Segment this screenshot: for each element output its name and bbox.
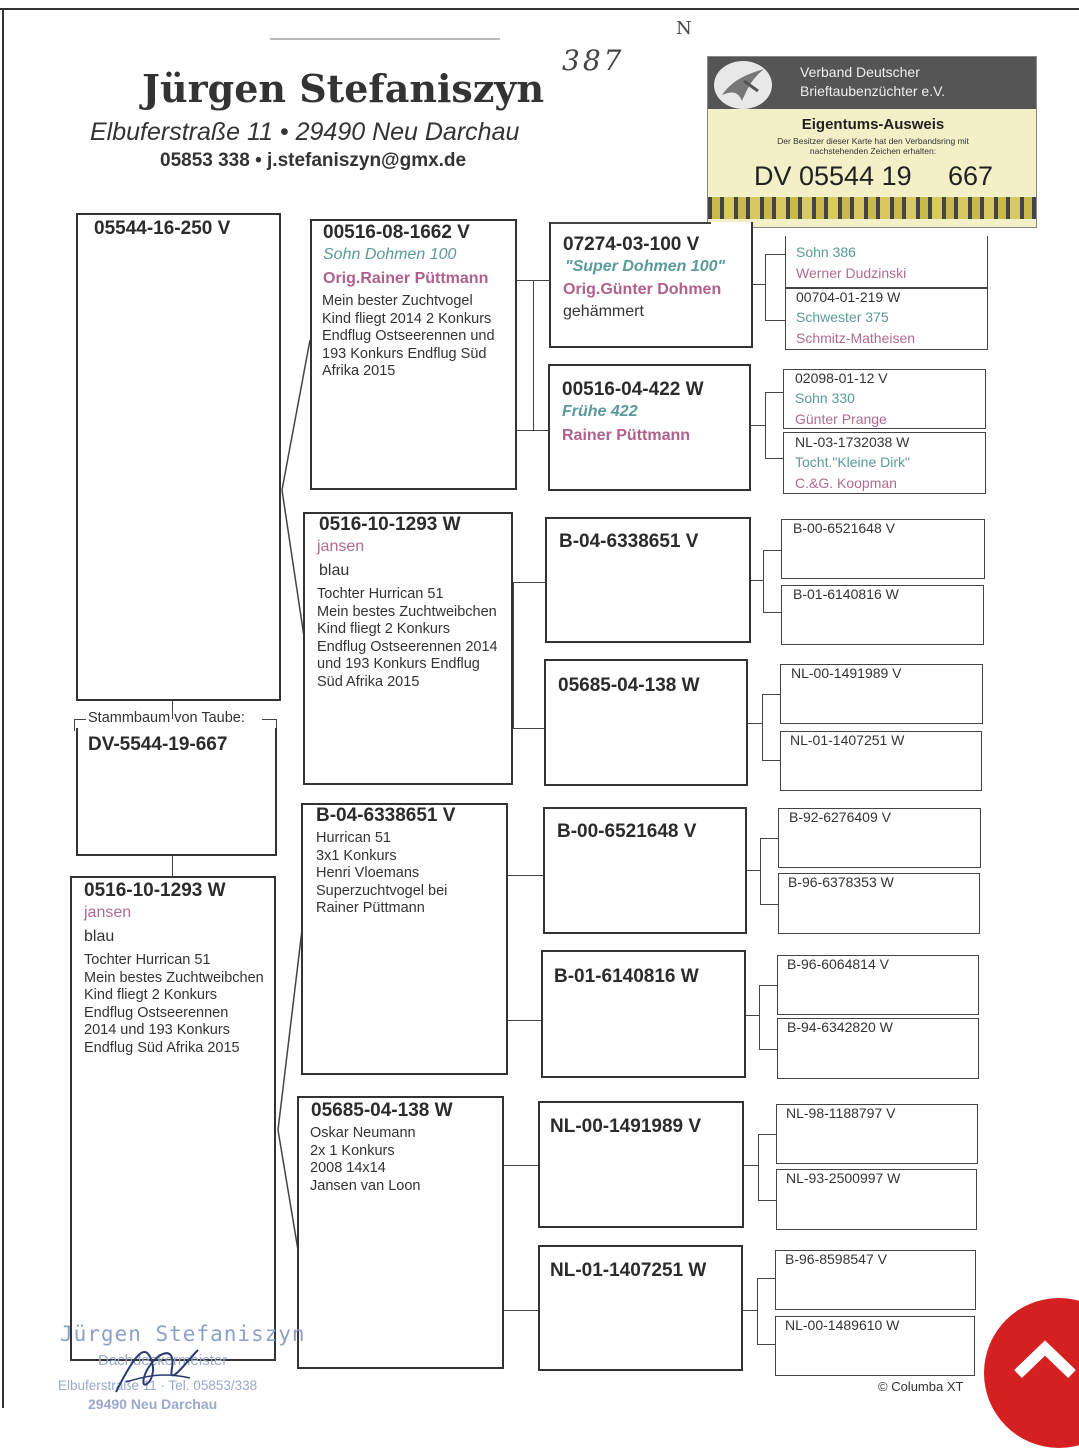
gen2-notes: Oskar Neumann 2x 1 Konkurs 2008 14x14 Jansen van Loon bbox=[310, 1125, 421, 1194]
gen3-box-8 bbox=[538, 1245, 743, 1371]
connector bbox=[751, 580, 763, 581]
gen2-line: jansen bbox=[317, 538, 365, 555]
gen3-origin: Rainer Püttmann bbox=[562, 427, 691, 444]
gen2-ring: 00516-08-1662 V bbox=[323, 222, 470, 243]
sire-box bbox=[76, 213, 281, 701]
connector bbox=[762, 694, 780, 695]
gen4-ring: 00704-01-219 W bbox=[796, 289, 901, 305]
gen4-box-7 bbox=[780, 664, 983, 724]
gen2-notes: Mein bester Zuchtvogel Kind fliegt 2014 2 Konkurs Endflug Ostseerennen und 193 Konkurs Endflug Süd Afrika 2015 bbox=[322, 293, 495, 379]
gen4-box-14 bbox=[776, 1169, 977, 1230]
connector bbox=[533, 280, 534, 430]
connector bbox=[762, 694, 763, 760]
connector bbox=[753, 284, 765, 285]
gen4-box-4 bbox=[783, 432, 986, 494]
card-title: Eigentums-Ausweis bbox=[801, 116, 945, 133]
footer-credit: © Columba XT bbox=[878, 1379, 964, 1394]
gen3-notes: gehämmert bbox=[563, 303, 644, 320]
connector bbox=[751, 425, 765, 426]
gen4-box-8 bbox=[780, 731, 982, 791]
ownership-card bbox=[707, 56, 1037, 228]
connector bbox=[517, 430, 533, 431]
gen3-ring: NL-01-1407251 W bbox=[550, 1260, 707, 1281]
gen3-box-1 bbox=[549, 222, 753, 348]
gen3-name: Frühe 422 bbox=[562, 403, 638, 420]
gen2-box-3 bbox=[301, 803, 508, 1075]
gen4-box-5 bbox=[781, 519, 985, 579]
gen4-line2: Werner Dudzinski bbox=[796, 265, 907, 281]
gen4-box-10 bbox=[778, 873, 980, 934]
connector bbox=[765, 254, 785, 255]
gen4-ring: NL-98-1188797 V bbox=[786, 1105, 896, 1121]
gen3-ring: 05685-04-138 W bbox=[558, 675, 700, 696]
gen3-ring: B-04-6338651 V bbox=[559, 531, 699, 552]
gen4-ring: B-96-8598547 V bbox=[785, 1251, 887, 1267]
connector bbox=[747, 870, 760, 871]
connector bbox=[758, 1134, 759, 1200]
gen4-box-3 bbox=[783, 369, 986, 429]
connector bbox=[533, 280, 549, 281]
gen4-box-11 bbox=[777, 955, 979, 1015]
gen4-box-12 bbox=[777, 1018, 979, 1079]
gen3-box-7 bbox=[538, 1101, 744, 1228]
stamp-city: 29490 Neu Darchau bbox=[88, 1396, 218, 1412]
pigeon-box bbox=[76, 728, 277, 856]
connector bbox=[513, 582, 514, 728]
gen4-line2: Schmitz-Matheisen bbox=[796, 330, 916, 346]
connector bbox=[762, 760, 780, 761]
gen4-ring: B-00-6521648 V bbox=[793, 520, 895, 536]
gen2-color: blau bbox=[319, 562, 350, 579]
gen2-ring: B-04-6338651 V bbox=[316, 805, 456, 826]
connector bbox=[172, 856, 173, 876]
stamp-address: Elbuferstraße 11 · Tel. 05853/338 bbox=[58, 1378, 258, 1393]
connector bbox=[760, 904, 778, 905]
gen2-name: Sohn Dohmen 100 bbox=[323, 246, 457, 263]
gen4-line2: Günter Prange bbox=[795, 411, 887, 427]
gen3-ring: B-01-6140816 W bbox=[554, 966, 699, 987]
connector bbox=[757, 1278, 758, 1344]
connector bbox=[757, 1278, 775, 1279]
gen4-ring: B-96-6064814 V bbox=[787, 956, 889, 972]
gen4-line1: Tocht."Kleine Dirk" bbox=[795, 454, 910, 470]
dam-color: blau bbox=[84, 928, 115, 945]
gen3-origin: Orig.Günter Dohmen bbox=[563, 281, 722, 298]
connector bbox=[748, 723, 762, 724]
pedigree-caption: Stammbaum von Taube: bbox=[88, 710, 245, 726]
gen4-ring: NL-93-2500997 W bbox=[786, 1170, 901, 1186]
gen4-box-2 bbox=[785, 288, 988, 350]
connector bbox=[504, 1310, 538, 1311]
gen4-box-15 bbox=[775, 1250, 976, 1310]
gen4-ring: NL-00-1489610 W bbox=[785, 1317, 900, 1333]
header-rule bbox=[270, 38, 500, 40]
connector bbox=[551, 222, 711, 224]
gen2-box-4 bbox=[297, 1096, 504, 1369]
gen4-ring: NL-00-1491989 V bbox=[791, 665, 902, 681]
dam-ring: 0516-10-1293 W bbox=[84, 880, 226, 901]
gen4-box-9 bbox=[778, 808, 981, 868]
connector bbox=[513, 582, 545, 583]
connector bbox=[763, 612, 781, 613]
gen4-ring: B-01-6140816 W bbox=[793, 586, 899, 602]
card-subtitle: Der Besitzer dieser Karte hat den Verbandsring mit nachstehenden Zeichen erhalten: bbox=[777, 136, 969, 156]
card-org: Verband Deutscher Brieftaubenzüchter e.V. bbox=[800, 64, 946, 99]
connector bbox=[508, 875, 543, 876]
gen4-box-13 bbox=[776, 1104, 978, 1164]
connector bbox=[744, 1165, 758, 1166]
pigeon-ring: DV-5544-19-667 bbox=[88, 734, 228, 755]
connector bbox=[759, 985, 760, 1049]
connector bbox=[758, 1134, 776, 1135]
gen3-box-2 bbox=[548, 364, 751, 491]
connector bbox=[743, 1310, 757, 1311]
connector bbox=[74, 719, 86, 720]
page-top-edge bbox=[0, 8, 1079, 10]
connector bbox=[533, 430, 549, 431]
signature-scribble bbox=[106, 1332, 206, 1406]
connector bbox=[765, 254, 766, 320]
gen2-box-2 bbox=[303, 512, 513, 785]
breeder-address: Elbuferstraße 11 • 29490 Neu Darchau bbox=[90, 118, 520, 146]
gen3-box-3 bbox=[545, 517, 751, 643]
gen4-ring: B-94-6342820 W bbox=[787, 1019, 893, 1035]
breeder-contact: 05853 338 • j.stefaniszyn@gmx.de bbox=[160, 150, 467, 171]
gen4-line1: Sohn 330 bbox=[795, 390, 855, 406]
gen2-notes: Hurrican 51 3x1 Konkurs Henri Vloemans Superzuchtvogel bei Rainer Püttmann bbox=[316, 830, 448, 916]
gen3-ring: 07274-03-100 V bbox=[563, 234, 700, 255]
dove-logo-icon bbox=[714, 61, 772, 109]
gen3-ring: NL-00-1491989 V bbox=[550, 1116, 702, 1137]
connector bbox=[765, 458, 783, 459]
gen2-origin: Orig.Rainer Püttmann bbox=[323, 270, 489, 287]
gen4-box-6 bbox=[781, 585, 984, 645]
gen4-line1: Schwester 375 bbox=[796, 309, 889, 325]
stamp-name: Jürgen Stefaniszyn bbox=[60, 1322, 306, 1346]
connector bbox=[759, 1049, 777, 1050]
gen3-ring: B-00-6521648 V bbox=[557, 821, 697, 842]
gen2-ring: 0516-10-1293 W bbox=[319, 514, 461, 535]
connector bbox=[765, 392, 766, 458]
connector bbox=[504, 1165, 538, 1166]
gen4-box-16 bbox=[775, 1316, 975, 1376]
gen3-ring: 00516-04-422 W bbox=[562, 379, 704, 400]
connector bbox=[517, 280, 533, 281]
gen2-box-1 bbox=[310, 219, 517, 490]
sire-ring: 05544-16-250 V bbox=[94, 218, 231, 239]
connector bbox=[759, 985, 777, 986]
connector bbox=[765, 320, 785, 321]
gen4-box-1 bbox=[785, 236, 988, 288]
chevron-up-icon bbox=[1012, 1338, 1078, 1382]
gen4-ring: B-92-6276409 V bbox=[789, 809, 891, 825]
stamp-title: Dachdeckermeister bbox=[98, 1352, 228, 1369]
gen4-ring: NL-01-1407251 W bbox=[790, 732, 905, 748]
gen2-ring: 05685-04-138 W bbox=[311, 1100, 453, 1121]
gen4-ring: 02098-01-12 V bbox=[795, 370, 888, 386]
gen4-ring: B-96-6378353 W bbox=[788, 874, 894, 890]
connector bbox=[513, 728, 545, 729]
connector bbox=[765, 392, 783, 393]
dam-line: jansen bbox=[84, 904, 132, 921]
gen4-line2: C.&G. Koopman bbox=[795, 475, 897, 491]
page-left-edge bbox=[2, 8, 4, 1408]
connector bbox=[74, 719, 75, 731]
connector bbox=[760, 838, 778, 839]
gen3-box-6 bbox=[541, 950, 746, 1078]
breeder-name: Jürgen Stefaniszyn bbox=[142, 66, 545, 111]
connector bbox=[760, 838, 761, 904]
gen4-ring: NL-03-1732038 W bbox=[795, 434, 910, 450]
connector bbox=[763, 550, 781, 551]
card-number: 667 bbox=[948, 161, 994, 191]
connector bbox=[763, 550, 764, 612]
dam-box bbox=[70, 876, 276, 1361]
card-ring: DV 05544 19 bbox=[754, 161, 912, 191]
card-ornament-band bbox=[708, 197, 1037, 219]
gen3-name: "Super Dohmen 100" bbox=[565, 258, 726, 275]
gen3-box-4 bbox=[544, 659, 748, 786]
handwritten-number: 387 bbox=[562, 44, 625, 77]
gen3-box-5 bbox=[543, 807, 747, 934]
scroll-top-button[interactable] bbox=[984, 1298, 1079, 1448]
connector bbox=[757, 1344, 775, 1345]
dam-notes: Tochter Hurrican 51 Mein bestes Zuchtweibchen Kind fliegt 2 Konkurs Endflug Ostseerennen 2014 und 193 Konkurs Endflug Süd Afrika 2015 bbox=[84, 952, 264, 1056]
handwritten-mark: N bbox=[676, 18, 692, 39]
connector bbox=[758, 1200, 776, 1201]
connector bbox=[746, 1015, 759, 1016]
connector bbox=[508, 1020, 543, 1021]
gen2-notes: Tochter Hurrican 51 Mein bestes Zuchtweibchen Kind fliegt 2 Konkurs Endflug Ostseerennen 2014 und 193 Konkurs Endflug Süd Afrika 2015 bbox=[317, 586, 498, 690]
gen4-line1: Sohn 386 bbox=[796, 244, 856, 260]
